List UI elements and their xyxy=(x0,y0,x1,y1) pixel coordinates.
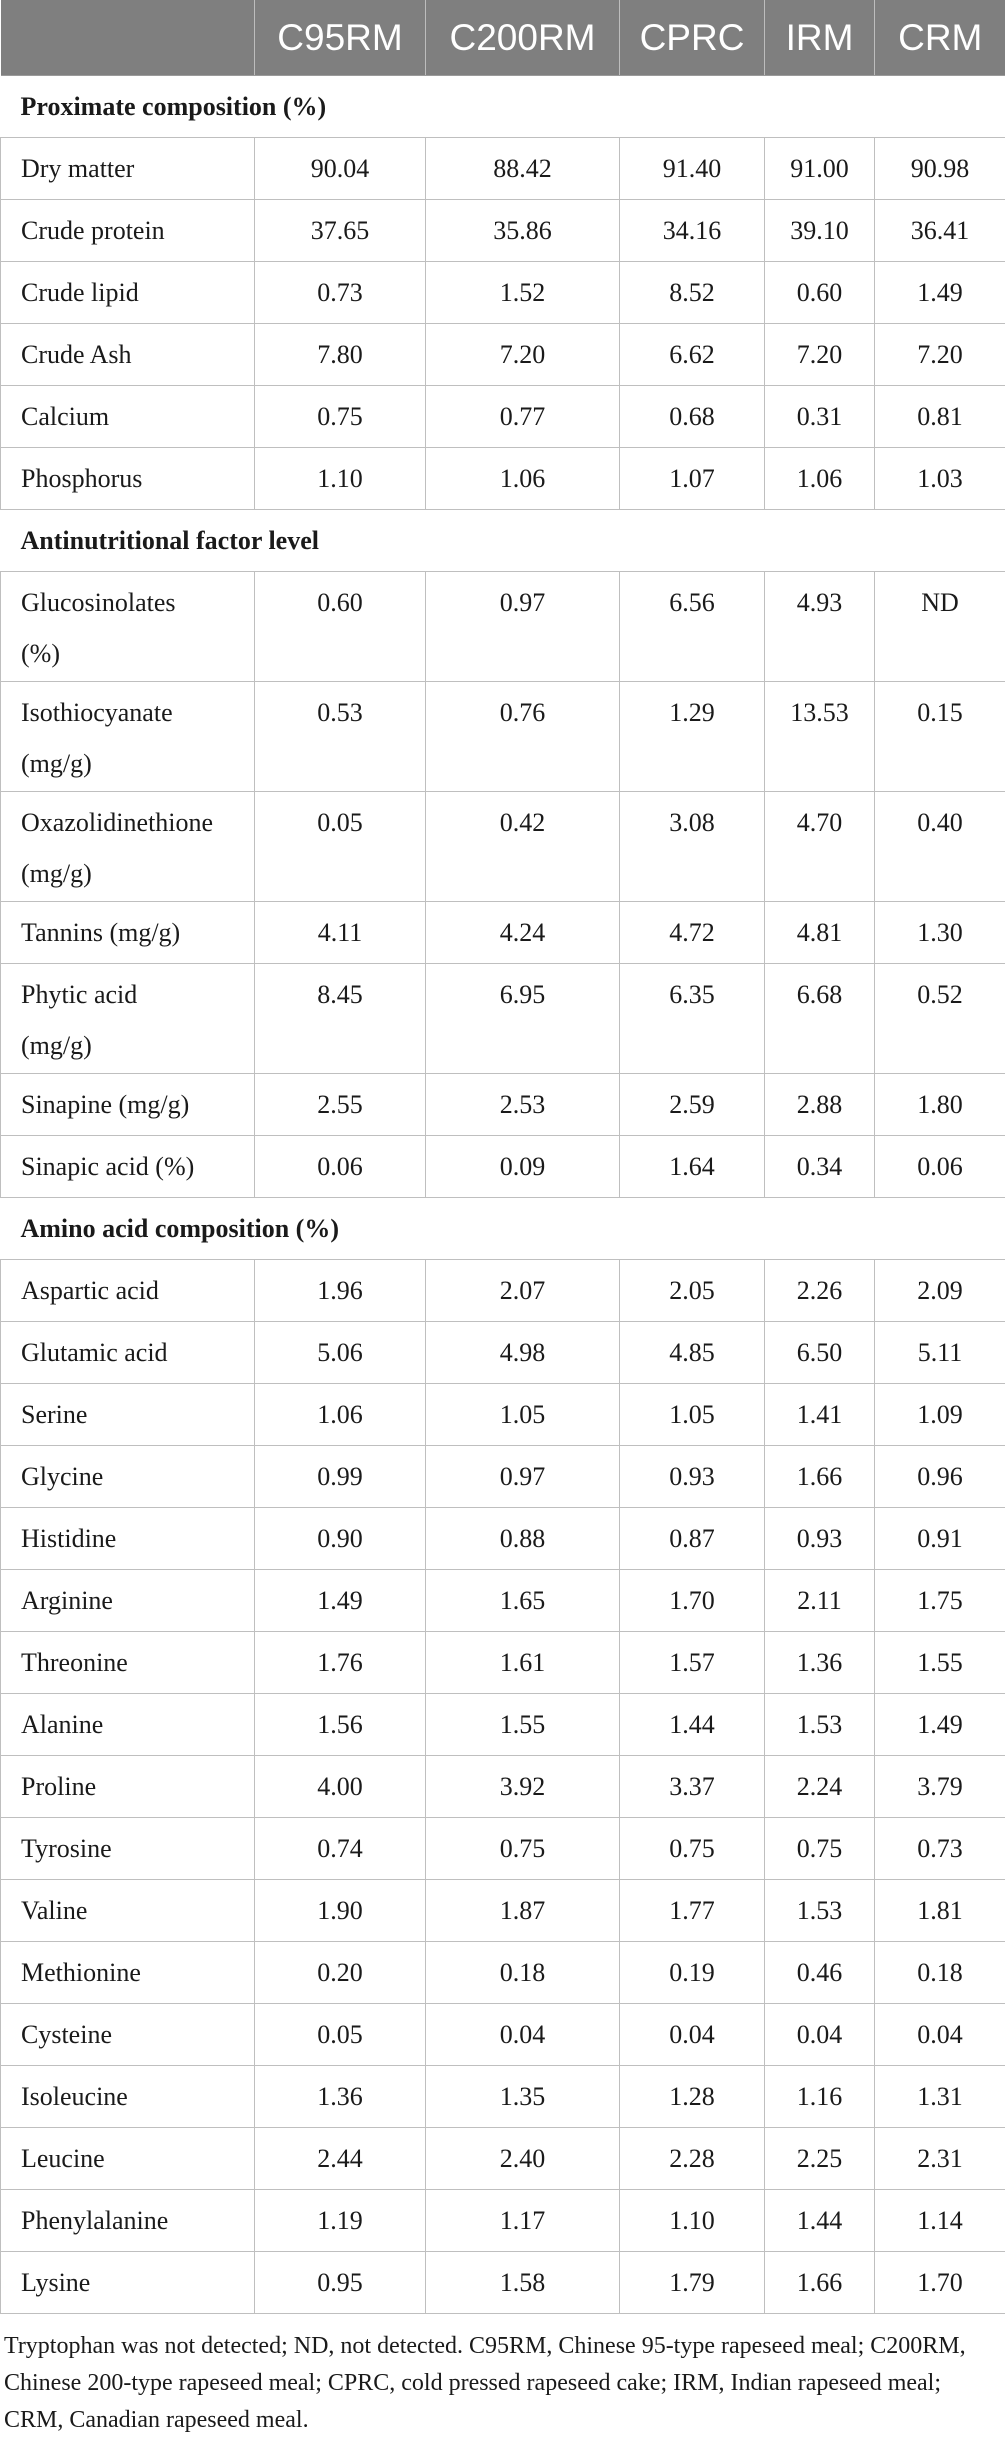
row-label xyxy=(1,572,255,682)
row-label: Leucine xyxy=(1,2128,255,2190)
cell-value: 1.19 xyxy=(255,2190,426,2252)
row-label: Crude lipid xyxy=(1,262,255,324)
cell-value: 6.95 xyxy=(426,964,620,1074)
cell-value: 1.80 xyxy=(875,1074,1005,1136)
cell-value: 1.53 xyxy=(765,1880,875,1942)
cell-value: 0.18 xyxy=(426,1942,620,2004)
cell-value: 91.00 xyxy=(765,138,875,200)
cell-value: 0.04 xyxy=(875,2004,1005,2066)
table-row xyxy=(1,1136,1005,1198)
cell-value: 4.70 xyxy=(765,792,875,902)
cell-value: 1.44 xyxy=(620,1694,765,1756)
section-title: Amino acid composition (%) xyxy=(1,1198,1005,1260)
cell-value: 0.34 xyxy=(765,1136,875,1198)
column-header: C200RM xyxy=(426,0,620,76)
table-row xyxy=(1,2004,1005,2066)
cell-value: 1.36 xyxy=(765,1632,875,1694)
table-row xyxy=(1,1322,1005,1384)
cell-value: 1.55 xyxy=(426,1694,620,1756)
column-header: CPRC xyxy=(620,0,765,76)
row-label-line: Glucosinolates xyxy=(21,577,254,628)
cell-value: 1.03 xyxy=(875,448,1005,510)
row-label: Arginine xyxy=(1,1570,255,1632)
cell-value: 3.92 xyxy=(426,1756,620,1818)
cell-value: 2.53 xyxy=(426,1074,620,1136)
cell-value: 8.45 xyxy=(255,964,426,1074)
cell-value: 0.93 xyxy=(765,1508,875,1570)
table-row xyxy=(1,572,1005,682)
cell-value: 1.58 xyxy=(426,2252,620,2314)
row-label xyxy=(1,682,255,792)
table-row xyxy=(1,1570,1005,1632)
cell-value: 6.56 xyxy=(620,572,765,682)
cell-value: 1.10 xyxy=(620,2190,765,2252)
cell-value: 1.09 xyxy=(875,1384,1005,1446)
cell-value: 0.75 xyxy=(255,386,426,448)
section-row xyxy=(1,1198,1005,1260)
cell-value: 5.11 xyxy=(875,1322,1005,1384)
cell-value: 0.87 xyxy=(620,1508,765,1570)
cell-value: 1.05 xyxy=(426,1384,620,1446)
cell-value: 1.49 xyxy=(255,1570,426,1632)
cell-value: 6.35 xyxy=(620,964,765,1074)
table-row xyxy=(1,324,1005,386)
cell-value: 0.81 xyxy=(875,386,1005,448)
cell-value: 4.85 xyxy=(620,1322,765,1384)
table-row xyxy=(1,1384,1005,1446)
cell-value: 0.20 xyxy=(255,1942,426,2004)
cell-value: 1.52 xyxy=(426,262,620,324)
cell-value: 1.05 xyxy=(620,1384,765,1446)
cell-value: 0.88 xyxy=(426,1508,620,1570)
cell-value: 2.59 xyxy=(620,1074,765,1136)
cell-value: 1.61 xyxy=(426,1632,620,1694)
header-row xyxy=(1,0,1005,76)
cell-value: 2.88 xyxy=(765,1074,875,1136)
cell-value: 7.80 xyxy=(255,324,426,386)
section-title: Proximate composition (%) xyxy=(1,76,1005,138)
cell-value: 1.90 xyxy=(255,1880,426,1942)
table-row xyxy=(1,964,1005,1074)
row-label: Lysine xyxy=(1,2252,255,2314)
row-label: Crude Ash xyxy=(1,324,255,386)
cell-value: 2.24 xyxy=(765,1756,875,1818)
table-row xyxy=(1,682,1005,792)
row-label: Glutamic acid xyxy=(1,1322,255,1384)
row-label: Sinapic acid (%) xyxy=(1,1136,255,1198)
cell-value: 0.73 xyxy=(875,1818,1005,1880)
cell-value: 1.35 xyxy=(426,2066,620,2128)
cell-value: 1.55 xyxy=(875,1632,1005,1694)
cell-value: 2.31 xyxy=(875,2128,1005,2190)
row-label: Methionine xyxy=(1,1942,255,2004)
cell-value: 0.09 xyxy=(426,1136,620,1198)
cell-value: 0.15 xyxy=(875,682,1005,792)
cell-value: 2.07 xyxy=(426,1260,620,1322)
cell-value: 6.50 xyxy=(765,1322,875,1384)
row-label: Aspartic acid xyxy=(1,1260,255,1322)
cell-value: 1.06 xyxy=(426,448,620,510)
cell-value: 2.25 xyxy=(765,2128,875,2190)
table-row xyxy=(1,1508,1005,1570)
cell-value: 4.81 xyxy=(765,902,875,964)
table-row xyxy=(1,1756,1005,1818)
cell-value: 1.49 xyxy=(875,1694,1005,1756)
table-row xyxy=(1,1632,1005,1694)
cell-value: 4.98 xyxy=(426,1322,620,1384)
cell-value: 91.40 xyxy=(620,138,765,200)
table-row xyxy=(1,200,1005,262)
cell-value: 0.75 xyxy=(620,1818,765,1880)
row-label: Histidine xyxy=(1,1508,255,1570)
cell-value: 1.49 xyxy=(875,262,1005,324)
cell-value: 1.44 xyxy=(765,2190,875,2252)
cell-value: 1.06 xyxy=(765,448,875,510)
cell-value: 34.16 xyxy=(620,200,765,262)
cell-value: 1.66 xyxy=(765,2252,875,2314)
row-label-line: (mg/g) xyxy=(21,738,254,789)
cell-value: 37.65 xyxy=(255,200,426,262)
section-title: Antinutritional factor level xyxy=(1,510,1005,572)
cell-value: 1.07 xyxy=(620,448,765,510)
row-label-line: Phytic acid xyxy=(21,969,254,1020)
cell-value: 0.96 xyxy=(875,1446,1005,1508)
table-row xyxy=(1,138,1005,200)
row-label: Crude protein xyxy=(1,200,255,262)
cell-value: 2.44 xyxy=(255,2128,426,2190)
cell-value: 1.14 xyxy=(875,2190,1005,2252)
cell-value: 0.73 xyxy=(255,262,426,324)
cell-value: 0.18 xyxy=(875,1942,1005,2004)
row-label: Phosphorus xyxy=(1,448,255,510)
cell-value: 4.11 xyxy=(255,902,426,964)
table-row xyxy=(1,386,1005,448)
row-label xyxy=(1,792,255,902)
header-corner xyxy=(1,0,255,76)
cell-value: 0.42 xyxy=(426,792,620,902)
cell-value: 1.31 xyxy=(875,2066,1005,2128)
cell-value: 0.75 xyxy=(765,1818,875,1880)
cell-value: 7.20 xyxy=(875,324,1005,386)
cell-value: 7.20 xyxy=(765,324,875,386)
cell-value: 3.37 xyxy=(620,1756,765,1818)
cell-value: 0.46 xyxy=(765,1942,875,2004)
row-label-line: (mg/g) xyxy=(21,848,254,899)
cell-value: 1.06 xyxy=(255,1384,426,1446)
cell-value: 1.87 xyxy=(426,1880,620,1942)
cell-value: 1.17 xyxy=(426,2190,620,2252)
table-footnote: Tryptophan was not detected; ND, not detected. C95RM, Chinese 95-type rapeseed meal; C200RM, Chinese 200-type rapeseed meal; CPRC, cold pressed rapeseed cake; IRM, Indian rapeseed meal; CRM, Canadian rapeseed meal. xyxy=(0,2314,1005,2439)
row-label: Tannins (mg/g) xyxy=(1,902,255,964)
table-header xyxy=(1,0,1005,76)
cell-value: 0.99 xyxy=(255,1446,426,1508)
cell-value: 1.57 xyxy=(620,1632,765,1694)
row-label: Sinapine (mg/g) xyxy=(1,1074,255,1136)
cell-value: 4.72 xyxy=(620,902,765,964)
cell-value: 1.65 xyxy=(426,1570,620,1632)
cell-value: 1.53 xyxy=(765,1694,875,1756)
table-row xyxy=(1,448,1005,510)
cell-value: 0.06 xyxy=(875,1136,1005,1198)
cell-value: 0.93 xyxy=(620,1446,765,1508)
row-label: Phenylalanine xyxy=(1,2190,255,2252)
cell-value: 1.36 xyxy=(255,2066,426,2128)
table-row xyxy=(1,2066,1005,2128)
cell-value: 0.53 xyxy=(255,682,426,792)
cell-value: 0.31 xyxy=(765,386,875,448)
row-label: Cysteine xyxy=(1,2004,255,2066)
cell-value: 0.60 xyxy=(255,572,426,682)
cell-value: 1.75 xyxy=(875,1570,1005,1632)
section-row xyxy=(1,510,1005,572)
cell-value: 2.11 xyxy=(765,1570,875,1632)
cell-value: 0.60 xyxy=(765,262,875,324)
cell-value: 0.04 xyxy=(426,2004,620,2066)
cell-value: 36.41 xyxy=(875,200,1005,262)
cell-value: 0.97 xyxy=(426,1446,620,1508)
table-row xyxy=(1,792,1005,902)
cell-value: 1.70 xyxy=(875,2252,1005,2314)
cell-value: 0.04 xyxy=(620,2004,765,2066)
column-header: C95RM xyxy=(255,0,426,76)
cell-value: 1.28 xyxy=(620,2066,765,2128)
cell-value: 1.96 xyxy=(255,1260,426,1322)
cell-value: 1.56 xyxy=(255,1694,426,1756)
cell-value: 3.08 xyxy=(620,792,765,902)
cell-value: 1.30 xyxy=(875,902,1005,964)
cell-value: 2.28 xyxy=(620,2128,765,2190)
cell-value: 6.68 xyxy=(765,964,875,1074)
cell-value: 0.06 xyxy=(255,1136,426,1198)
column-header: IRM xyxy=(765,0,875,76)
table-row xyxy=(1,2190,1005,2252)
cell-value: 1.64 xyxy=(620,1136,765,1198)
row-label: Serine xyxy=(1,1384,255,1446)
cell-value: 1.41 xyxy=(765,1384,875,1446)
cell-value: 39.10 xyxy=(765,200,875,262)
section-row xyxy=(1,76,1005,138)
row-label-line: (mg/g) xyxy=(21,1020,254,1071)
cell-value: 6.62 xyxy=(620,324,765,386)
table-row xyxy=(1,1260,1005,1322)
cell-value: 0.04 xyxy=(765,2004,875,2066)
cell-value: 4.93 xyxy=(765,572,875,682)
cell-value: 1.10 xyxy=(255,448,426,510)
table-row xyxy=(1,902,1005,964)
table-row xyxy=(1,1694,1005,1756)
cell-value: 0.95 xyxy=(255,2252,426,2314)
cell-value: 2.55 xyxy=(255,1074,426,1136)
cell-value: 4.24 xyxy=(426,902,620,964)
column-header: CRM xyxy=(875,0,1005,76)
cell-value: 1.76 xyxy=(255,1632,426,1694)
row-label: Threonine xyxy=(1,1632,255,1694)
cell-value: 2.26 xyxy=(765,1260,875,1322)
cell-value: 1.77 xyxy=(620,1880,765,1942)
cell-value: 0.77 xyxy=(426,386,620,448)
cell-value: 5.06 xyxy=(255,1322,426,1384)
table-row xyxy=(1,1818,1005,1880)
cell-value: 0.76 xyxy=(426,682,620,792)
row-label-line: (%) xyxy=(21,628,254,679)
cell-value: 90.04 xyxy=(255,138,426,200)
cell-value: 88.42 xyxy=(426,138,620,200)
cell-value: 2.40 xyxy=(426,2128,620,2190)
row-label: Tyrosine xyxy=(1,1818,255,1880)
row-label: Alanine xyxy=(1,1694,255,1756)
cell-value: 0.97 xyxy=(426,572,620,682)
table-row xyxy=(1,262,1005,324)
table-row xyxy=(1,1446,1005,1508)
cell-value: 0.05 xyxy=(255,2004,426,2066)
row-label: Dry matter xyxy=(1,138,255,200)
cell-value: 0.05 xyxy=(255,792,426,902)
cell-value: 3.79 xyxy=(875,1756,1005,1818)
cell-value: 0.74 xyxy=(255,1818,426,1880)
cell-value: 0.68 xyxy=(620,386,765,448)
cell-value: 0.90 xyxy=(255,1508,426,1570)
cell-value: 2.09 xyxy=(875,1260,1005,1322)
row-label xyxy=(1,964,255,1074)
row-label: Calcium xyxy=(1,386,255,448)
cell-value: 1.81 xyxy=(875,1880,1005,1942)
cell-value: ND xyxy=(875,572,1005,682)
row-label: Isoleucine xyxy=(1,2066,255,2128)
cell-value: 1.66 xyxy=(765,1446,875,1508)
cell-value: 0.75 xyxy=(426,1818,620,1880)
cell-value: 0.91 xyxy=(875,1508,1005,1570)
table-body xyxy=(1,76,1005,2314)
table-row xyxy=(1,2252,1005,2314)
row-label: Glycine xyxy=(1,1446,255,1508)
row-label: Valine xyxy=(1,1880,255,1942)
cell-value: 8.52 xyxy=(620,262,765,324)
cell-value: 13.53 xyxy=(765,682,875,792)
table-row xyxy=(1,2128,1005,2190)
cell-value: 1.70 xyxy=(620,1570,765,1632)
cell-value: 7.20 xyxy=(426,324,620,386)
cell-value: 0.52 xyxy=(875,964,1005,1074)
row-label: Proline xyxy=(1,1756,255,1818)
cell-value: 35.86 xyxy=(426,200,620,262)
cell-value: 0.40 xyxy=(875,792,1005,902)
cell-value: 2.05 xyxy=(620,1260,765,1322)
row-label-line: Isothiocyanate xyxy=(21,687,254,738)
table-row xyxy=(1,1942,1005,2004)
cell-value: 4.00 xyxy=(255,1756,426,1818)
cell-value: 90.98 xyxy=(875,138,1005,200)
table-row xyxy=(1,1074,1005,1136)
cell-value: 1.16 xyxy=(765,2066,875,2128)
cell-value: 0.19 xyxy=(620,1942,765,2004)
cell-value: 1.29 xyxy=(620,682,765,792)
table-row xyxy=(1,1880,1005,1942)
row-label-line: Oxazolidinethione xyxy=(21,797,254,848)
cell-value: 1.79 xyxy=(620,2252,765,2314)
